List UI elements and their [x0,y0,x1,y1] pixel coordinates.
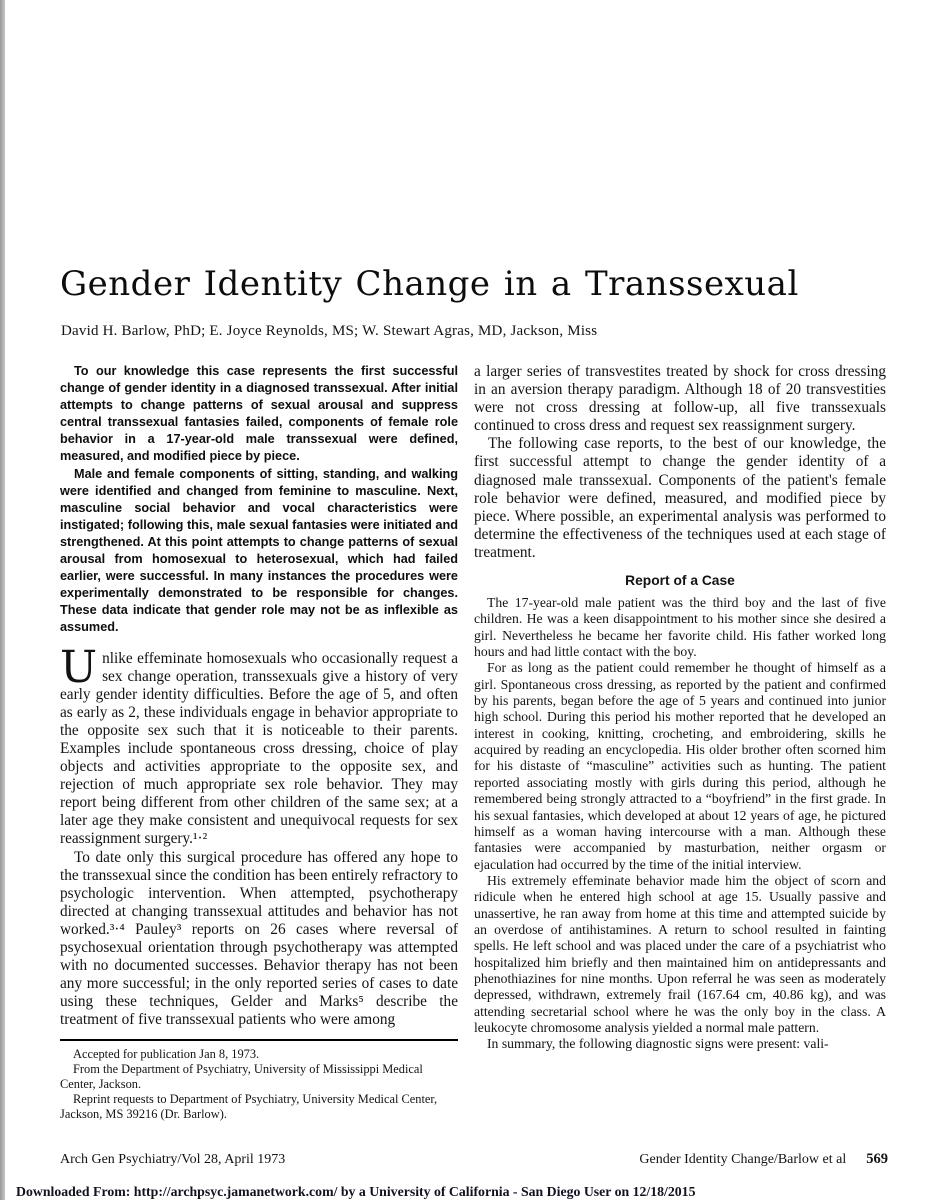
abstract-block [60,363,458,637]
article-authors: David H. Barlow, PhD; E. Joyce Reynolds, MS; W. Stewart Agras, MD, Jackson, Miss [61,323,598,339]
two-column-layout [60,363,886,1122]
left-column [60,363,458,1122]
case-paragraph-2: For as long as the patient could remember he thought of himself as a girl. Spontaneous cross dressing, as reported by the patient and confirmed by his parents, began before the age of 5 years and continued into junior high school. During this period his mother reported that he developed an interest in cooking, knitting, crocheting, and embroidering, skills he acquired by reading an encyclopedia. His older brother often scorned him for his distaste of “masculine” activities such as hunting. The patient reported associating mostly with girls during this period, although he remembered being strongly attracted to a “boyfriend” in the first grade. In his sexual fantasies, which developed at about 12 years of age, he pictured himself as a woman having intercourse with a man. Although these fantasies were accompanied by masturbation, neither orgasm or ejaculation had occurred by the time of the initial interview. [474,660,886,872]
drop-cap: U [60,641,98,693]
introduction-block [60,641,458,1030]
case-report-block [474,595,886,1053]
footnote-reprints: Reprint requests to Department of Psychiatry, University Medical Center, Jackson, MS 39216 (Dr. Barlow). [60,1092,438,1122]
case-paragraph-1: The 17-year-old male patient was the third boy and the last of five children. He was a keen disappointment to his mother since she desired a girl. Nevertheless he became her favorite child. His father worked long hours and had little contact with the boy. [474,595,886,660]
footnote-affiliation: From the Department of Psychiatry, University of Mississippi Medical Center, Jackson. [60,1062,423,1092]
page-footer [60,1151,888,1168]
footnote-block [60,1039,458,1122]
download-watermark: Downloaded From: http://archpsyc.jamanetwork.com/ by a University of California - San Diego User on 12/18/2015 [16,1184,696,1199]
footnote-accepted: Accepted for publication Jan 8, 1973. [73,1047,260,1062]
case-paragraph-4: In summary, the following diagnostic signs were present: vali- [487,1036,829,1052]
abstract-paragraph-2: Male and female components of sitting, standing, and walking were identified and changed from feminine to masculine. Next, masculine social behavior and vocal characteristics were instigated; following this, male sexual fantasies were initiated and strengthened. At this point attempts to change patterns of sexual arousal from homosexual to heterosexual, which had failed earlier, were successful. In many instances the procedures were experimentally demonstrated to be responsible for changes. These data indicate that gender role may not be as inflexible as assumed. [60,466,458,635]
scan-edge-left [0,0,5,1200]
abstract-paragraph-1: To our knowledge this case represents the first successful change of gender identity in a diagnosed transsexual. After initial attempts to change patterns of sexual arousal and suppress central transsexual fantasies failed, components of female role behavior in a 17-year-old male transsexual were defined, measured, and modified piece by piece. [60,364,458,464]
case-paragraph-3: His extremely effeminate behavior made him the object of scorn and ridicule when he entered high school at age 15. Usually passive and unassertive, he ran away from home at this time and attempted suicide by an overdose of antihistamines. A return to school resulted in fainting spells. He left school and was placed under the care of a psychiatrist who hospitalized him briefly and then maintained him on antidepressants and phenothiazines for nine months. Upon referral he was seen as moderately depressed, withdrawn, extremely frail (167.64 cm, 40.86 kg), and was attending secretarial school where he was the only boy in the class. A leukocyte chromosome analysis yielded a normal male pattern. [474,872,886,1035]
intro-paragraph-4: The following case reports, to the best of our knowledge, the first successful attempt to change the gender identity of a diagnosed male transsexual. Components of the patient's female role behavior were defined, measured, and modified piece by piece. Where possible, an experimental analysis was performed to determine the effectiveness of the techniques used at each stage of treatment. [474,435,886,561]
intro-paragraph-1 [60,641,458,849]
page-number: 569 [866,1151,888,1167]
running-head-group [639,1151,888,1168]
journal-citation: Arch Gen Psychiatry/Vol 28, April 1973 [60,1152,286,1167]
article-title: Gender Identity Change in a Transsexual [60,263,799,304]
intro-paragraph-2: To date only this surgical procedure has offered any hope to the transsexual since the condition has been entirely refractory to psychologic intervention. When attempted, psychotherapy directed at changing transsexual attitudes and behavior has not worked.³·⁴ Pauley³ reports on 26 cases where reversal of psychosexual orientation through psychotherapy was attempted with no documented successes. Behavior therapy has not been any more successful; in the only reported series of cases to date using these techniques, Gelder and Marks⁵ describe the treatment of five transsexual patients who were among [60,848,458,1029]
intro-paragraph-1-text: nlike effeminate homosexuals who occasionally request a sex change operation, transsexuals give a history of very early gender identity difficulties. Before the age of 5, and often as early as 2, these individuals engage in behavior appropriate to the opposite sex such that it is noticeable to their parents. Examples include spontaneous cross dressing, choice of play objects and activities appropriate to the opposite sex, and rejection of much appropriate sex role behavior. They may report being different from other children of the same sex; at a later age they make consistent and unequivocal requests for sex reassignment surgery.¹·² [60,649,458,848]
section-heading-report-of-a-case: Report of a Case [625,573,735,589]
intro-paragraph-continuation: a larger series of transvestites treated by shock for cross dressing in an aversion therapy paradigm. Although 18 of 20 transvestities were not cross dressing at follow-up, all five transsexuals continued to cross dress and request sex reassignment surgery. [474,363,886,435]
right-column [474,363,886,1122]
running-title: Gender Identity Change/Barlow et al [639,1152,847,1167]
